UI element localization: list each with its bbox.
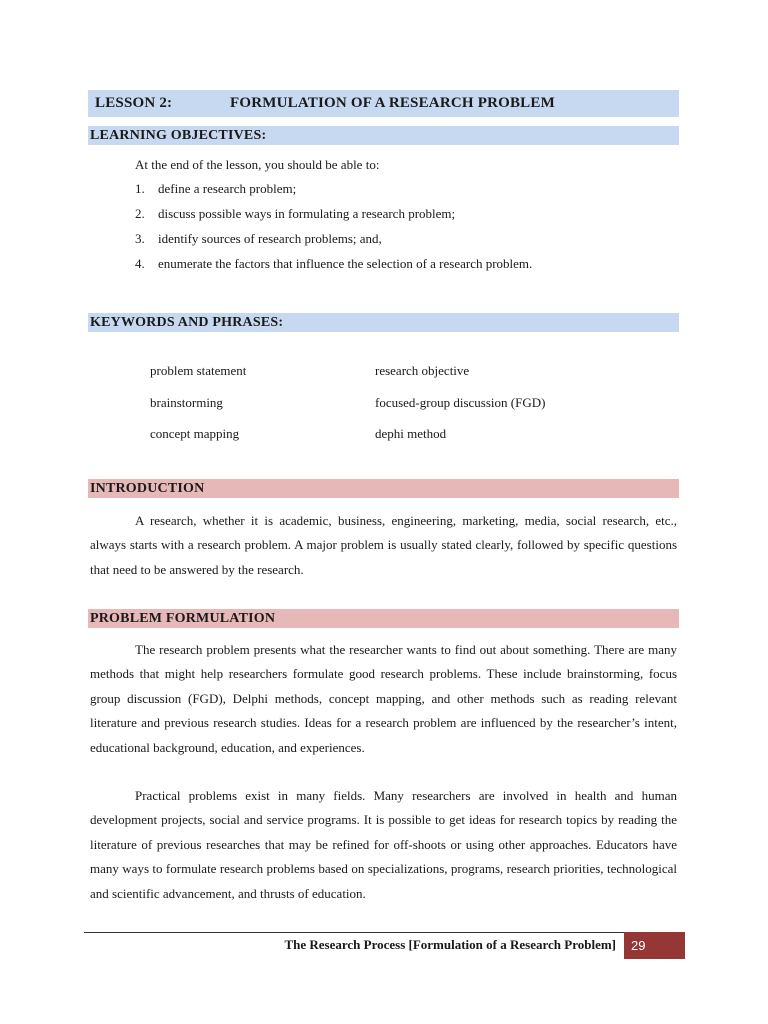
- list-item: [135, 206, 532, 231]
- keyword-problem-statement: problem statement: [150, 363, 247, 378]
- page-number: 29: [624, 932, 685, 959]
- list-item-number: 2.: [135, 206, 145, 221]
- problem-formulation-paragraph-2: Practical problems exist in many fields. Many researchers are involved in health and human development projects, social and service programs. It is possible to get ideas for research topics by reading the literature of previous researches that may be refined for off-shoots or using other approaches. Educators have many ways to formulate research problems based on specializations, programs, research priorities, technological and scientific advancement, and thrusts of education.: [90, 788, 677, 901]
- list-item-number: 1.: [135, 181, 145, 196]
- keyword-research-objective: research objective: [375, 363, 470, 378]
- footer-divider: [84, 932, 624, 933]
- list-item: [135, 256, 532, 281]
- lesson-title: FORMULATION OF A RESEARCH PROBLEM: [230, 95, 555, 111]
- footer-title: The Research Process [Formulation of a Research Problem]: [284, 937, 616, 952]
- keywords-heading: KEYWORDS AND PHRASES:: [88, 313, 679, 332]
- keyword-dephi-method: dephi method: [375, 426, 447, 441]
- objectives-list: [135, 181, 532, 281]
- keyword-concept-mapping: concept mapping: [150, 426, 240, 441]
- objectives-intro: At the end of the lesson, you should be able to:: [135, 157, 380, 172]
- problem-formulation-heading: PROBLEM FORMULATION: [88, 609, 679, 628]
- list-item-text: enumerate the factors that influence the selection of a research problem.: [158, 256, 533, 271]
- keyword-brainstorming: brainstorming: [150, 395, 223, 410]
- introduction-heading: INTRODUCTION: [88, 479, 679, 498]
- lesson-title-bar: [88, 90, 679, 117]
- list-item-number: 3.: [135, 231, 145, 246]
- list-item-text: define a research problem;: [158, 181, 297, 196]
- lesson-label: LESSON 2:: [95, 95, 173, 111]
- introduction-paragraph: A research, whether it is academic, business, engineering, marketing, media, social research, etc., always starts with a research problem. A major problem is usually stated clearly, followed by specific questions that need to be answered by the research.: [90, 513, 677, 577]
- list-item-number: 4.: [135, 256, 145, 271]
- list-item-text: identify sources of research problems; and,: [158, 231, 382, 246]
- learning-objectives-heading: LEARNING OBJECTIVES:: [88, 126, 679, 145]
- list-item-text: discuss possible ways in formulating a research problem;: [158, 206, 456, 221]
- keyword-fgd: focused-group discussion (FGD): [375, 395, 546, 410]
- list-item: [135, 231, 532, 256]
- problem-formulation-paragraph-1: The research problem presents what the researcher wants to find out about something. There are many methods that might help researchers formulate good research problems. These include brainstorming, focus group discussion (FGD), Delphi methods, concept mapping, and other methods such as reading relevant literature and previous research studies. Ideas for a research problem are influenced by the researcher’s intent, educational background, education, and experiences.: [90, 642, 677, 755]
- list-item: [135, 181, 532, 206]
